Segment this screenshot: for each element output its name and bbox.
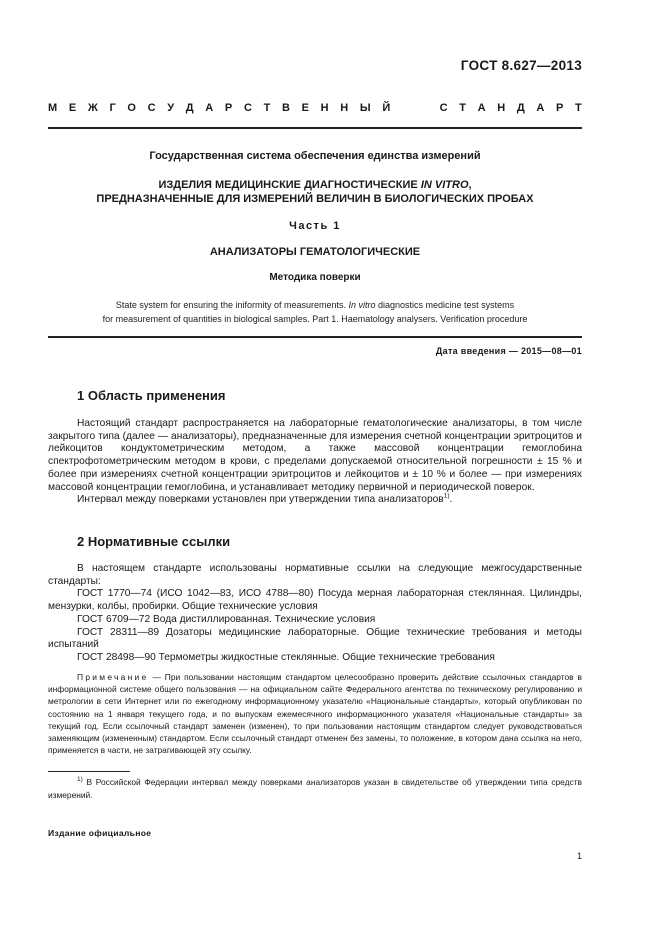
heading-letter: А (536, 102, 545, 114)
section1-heading: 1 Область применения (77, 388, 226, 403)
heading-letter: С (439, 102, 448, 114)
heading-letter: В (281, 102, 290, 114)
footnote-mark: 1) (77, 776, 83, 784)
part-label: Часть 1 (289, 220, 341, 232)
heading-letter: Е (301, 102, 309, 114)
standard-system-title: Государственная система обеспечения единства измерений (149, 150, 481, 162)
section2-heading: 2 Нормативные ссылки (77, 534, 231, 549)
title-italic: IN VITRO (420, 179, 469, 191)
interstate-standard-heading (48, 102, 582, 114)
section1-paragraph2 (48, 494, 582, 507)
interval-text: Интервал между поверками установлен при утверждении типа анализаторов (77, 494, 444, 506)
english-line1: State system for ensuring the iniformity of measurements. (115, 300, 349, 310)
heading-letter: Ы (359, 102, 371, 114)
note-text: — При пользовании настоящим стандартом целесообразно проверить действие ссылочных стандартов в информационной системе общего пользования — на официальном сайте Федерального агентства по техническому регулированию и метрологии в сети Интернет или по ежегодному информационному указателю «Национальные стандарты», который опубликован по состоянию на 1 января текущего года, и по выпускам ежемесячного информационного указателя «Национальные стандарты» за текущий год. Если ссылочный стандарт заменен (изменен), то при пользовании настоящим стандартом следует руководствоваться заменяющим (измененным) стандартом. Если ссылочный стандарт отменен без замены, то положение, в котором дана ссылка на него, применяется в части, не затрагивающей эту ссылку. (48, 672, 582, 756)
heading-letter: Р (555, 102, 564, 114)
heading-letter: Д (185, 102, 194, 114)
footnote-text: В Российской Федерации интервал между поверками анализаторов указан в свидетельстве об утверждении типа средств измерений. (48, 777, 582, 800)
note-label: Примечание (77, 672, 149, 682)
heading-letter: Н (497, 102, 506, 114)
heading-letter: Т (263, 102, 271, 114)
heading-letter: М (48, 102, 58, 114)
official-edition-label: Издание официальное (48, 828, 152, 838)
heading-letter: А (477, 102, 486, 114)
section1-paragraph1: Настоящий стандарт распространяется на лабораторные гематологические анализаторы, в том числе закрытого типа (далее — анализаторы), предназначенные для измерения счетной концентрации эритроцитов и лейкоцитов кондуктометрическим методом, а также массовой концентрации гемоглобина спектрофотометрическим методом в крови, с пределами допускаемой относительной погрешности ± 15 % и более при измерениях счетной концентрации эритроцитов и лейкоцитов и ± 10 % и более — при измерениях массовой концентрации гемоглобина, и устанавливает методику первичной и периодической поверок. (48, 418, 582, 493)
section2-body (48, 563, 582, 665)
section1-body (48, 418, 582, 507)
word-gap (402, 102, 428, 114)
heading-letter: У (167, 102, 175, 114)
english-title (48, 298, 582, 326)
header-rule (48, 127, 582, 129)
title-line1: ИЗДЕЛИЯ МЕДИЦИНСКИЕ ДИАГНОСТИЧЕСКИЕ (158, 179, 421, 191)
heading-letter: Г (109, 102, 116, 114)
title-comma: , (468, 179, 472, 191)
footnote (48, 776, 582, 802)
heading-letter: С (243, 102, 252, 114)
heading-letter: С (147, 102, 156, 114)
section2-intro: В настоящем стандарте использованы нормативные ссылки на следующие межгосударственные стандарты: (48, 563, 582, 587)
heading-letter: Н (340, 102, 349, 114)
heading-letter: Т (575, 102, 582, 114)
english-line2: for measurement of quantities in biological samples. Part 1. Haematology analysers. Verification procedure (102, 314, 528, 324)
interval-end: . (449, 494, 453, 506)
reference-item: ГОСТ 28498—90 Термометры жидкостные стеклянные. Общие технические требования (77, 651, 495, 663)
footnote-ref: 1) (443, 492, 450, 500)
effective-date: Дата введения — 2015—08—01 (435, 346, 582, 356)
english-line1-end: diagnostics medicine test systems (375, 300, 515, 310)
standard-main-title (48, 178, 582, 206)
heading-letter: Д (516, 102, 525, 114)
heading-letter: Н (320, 102, 329, 114)
page-number: 1 (576, 851, 582, 861)
part-subtitle: АНАЛИЗАТОРЫ ГЕМАТОЛОГИЧЕСКИЕ (209, 246, 421, 258)
heading-letter: А (205, 102, 214, 114)
title-line2: ПРЕДНАЗНАЧЕННЫЕ ДЛЯ ИЗМЕРЕНИЙ ВЕЛИЧИН В БИОЛОГИЧЕСКИХ ПРОБАХ (96, 193, 534, 205)
english-italic: In vitro (348, 300, 376, 310)
heading-letter: Р (224, 102, 233, 114)
reference-item: ГОСТ 1770—74 (ИСО 1042—83, ИСО 4788—80) Посуда мерная лабораторная стеклянная. Цилиндры, мензурки, колбы, пробирки. Общие технические условия (48, 588, 582, 613)
method-label: Методика поверки (269, 272, 361, 283)
references-note (48, 671, 582, 756)
reference-item: ГОСТ 28311—89 Дозаторы медицинские лабораторные. Общие технические требования и методы испытаний (48, 626, 582, 651)
reference-item: ГОСТ 6709—72 Вода дистиллированная. Технические условия (77, 613, 376, 625)
heading-letter: Е (68, 102, 77, 114)
heading-letter: Й (382, 102, 391, 114)
heading-letter: Т (459, 102, 466, 114)
heading-letter: Ж (87, 102, 98, 114)
title-rule (48, 336, 582, 338)
footnote-separator (48, 771, 130, 772)
document-number: ГОСТ 8.627—2013 (460, 58, 582, 73)
heading-letter: О (127, 102, 136, 114)
